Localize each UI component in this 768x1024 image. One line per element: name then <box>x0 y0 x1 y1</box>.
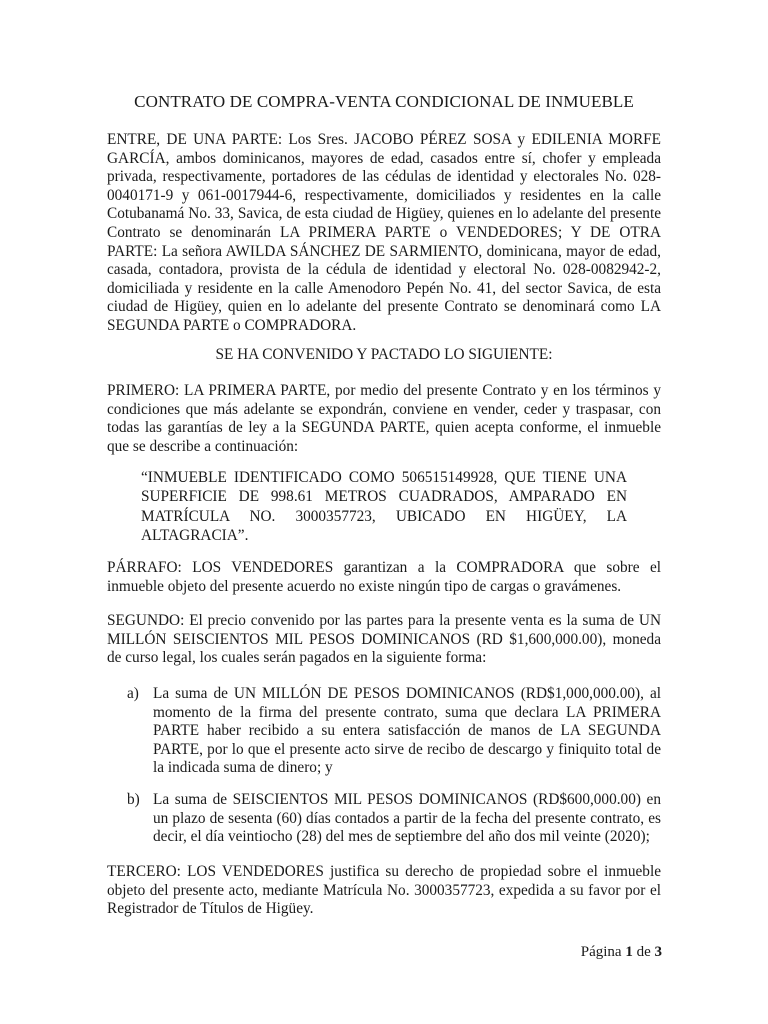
of-label: de <box>636 944 651 960</box>
page-number <box>581 943 662 962</box>
current-page-number: 1 <box>625 944 633 960</box>
intro-paragraph: ENTRE, DE UNA PARTE: Los Sres. JACOBO PÉREZ SOSA y EDILENIA MORFE GARCÍA, ambos dominicanos, mayores de edad, casados entre sí, chofer y empleada privada, respectivamente, portadores de las cédulas de identidad y electorales No. 028-0040171-9 y 061-0017944-6, respectivamente, domiciliados y residentes en la calle Cotubanamá No. 33, Savica, de esta ciudad de Higüey, quienes en lo adelante del presente Contrato se denominarán LA PRIMERA PARTE o VENDEDORES; Y DE OTRA PARTE: La señora AWILDA SÁNCHEZ DE SARMIENTO, dominicana, mayor de edad, casada, contadora, provista de la cédula de identidad y electoral No. 028-0082942-2, domiciliada y residente en la calle Amenodoro Pepén No. 41, del sector Savica, de esta ciudad de Higüey, quien en lo adelante del presente Contrato se denominará como LA SEGUNDA PARTE o COMPRADORA. <box>107 131 661 334</box>
total-pages-number: 3 <box>654 944 662 960</box>
agreed-heading: SE HA CONVENIDO Y PACTADO LO SIGUIENTE: <box>215 346 553 363</box>
clause-segundo: SEGUNDO: El precio convenido por las partes para la presente venta es la suma de UN MILLÓN SEISCIENTOS MIL PESOS DOMINICANOS (RD $1,600,000.00), moneda de curso legal, los cuales serán pagados en la siguiente forma: <box>107 612 661 667</box>
payment-item <box>127 685 661 778</box>
contract-title: CONTRATO DE COMPRA-VENTA CONDICIONAL DE INMUEBLE <box>134 92 634 111</box>
clause-primero: PRIMERO: LA PRIMERA PARTE, por medio del presente Contrato y en los términos y condiciones que más adelante se expondrán, conviene en vender, ceder y traspasar, con todas las garantías de ley a la SEGUNDA PARTE, quien acepta conforme, el inmueble que se describe a continuación: <box>107 382 661 455</box>
payment-item-text: La suma de UN MILLÓN DE PESOS DOMINICANOS (RD$1,000,000.00), al momento de la firma del presente contrato, suma que declara LA PRIMERA PARTE haber recibido a su entera satisfacción de manos de LA SEGUNDA PARTE, por lo que el presente acto sirve de recibo de descargo y finiquito total de la indicada suma de dinero; y <box>153 685 661 777</box>
clause-tercero: TERCERO: LOS VENDEDORES justifica su derecho de propiedad sobre el inmueble objeto del presente acto, mediante Matrícula No. 3000357723, expedida a su favor por el Registrador de Títulos de Higüey. <box>107 863 661 918</box>
payment-item <box>127 791 661 847</box>
property-description: “INMUEBLE IDENTIFICADO COMO 506515149928, QUE TIENE UNA SUPERFICIE DE 998.61 METROS CUADRADOS, AMPARADO EN MATRÍCULA NO. 3000357723, UBICADO EN HIGÜEY, LA ALTAGRACIA”. <box>141 469 627 545</box>
clause-parrafo: PÁRRAFO: LOS VENDEDORES garantizan a la COMPRADORA que sobre el inmueble objeto del presente acuerdo no existe ningún tipo de cargas o gravámenes. <box>107 559 661 595</box>
payment-item-text: La suma de SEISCIENTOS MIL PESOS DOMINICANOS (RD$600,000.00) en un plazo de sesenta (60) días contados a partir de la fecha del presente contrato, es decir, el día veintiocho (28) del mes de septiembre del año dos mil veinte (2020); <box>153 791 661 846</box>
payment-item-marker: a) <box>127 685 139 702</box>
payment-item-marker: b) <box>127 791 140 808</box>
page-label: Página <box>580 944 622 960</box>
